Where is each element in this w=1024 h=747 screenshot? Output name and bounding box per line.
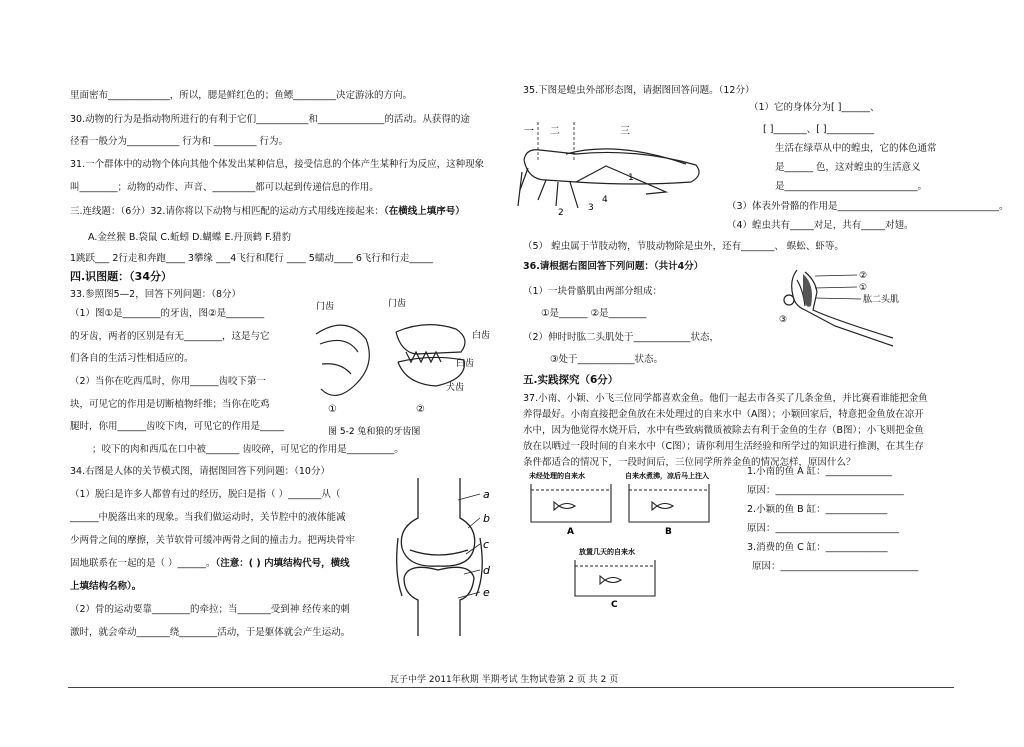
fig-label-molar2: 臼齿 (456, 359, 475, 369)
q29-line: 里面密布_____________，所以，腮是鲜红色的；鱼鳔_________决定游泳的方向。 (70, 90, 413, 101)
q35-line5: 是____________________________。 (775, 181, 928, 192)
q33-line4: （2）当你在吃西瓜时，你用______齿咬下第一 (70, 376, 267, 387)
num-4: 4 (602, 195, 608, 205)
seg-3: 三 (620, 126, 630, 137)
fig-num-2: ② (416, 404, 425, 415)
joint-label-a: a (483, 488, 490, 501)
q31-line2: 叫________；动物的动作、声音、_________都可以起到传递信息的作用。 (70, 182, 379, 193)
q35-line4: 是______ 色，这对蝗虫的生活意义 (775, 162, 921, 173)
q32-moves: 1跳跃___ 2行走和奔跑____ 3攀缘 ___4飞行和爬行 ____ 5蠕动____ 6飞行和行走_____ (70, 253, 434, 264)
fish-tanks-figure (525, 468, 725, 608)
q36-line2: ①是______ ②是________ (541, 308, 647, 319)
q31-line1: 31.一个群体中的动物个体向其他个体发出某种信息，接受信息的个体产生某种行为反应，这种现象 (70, 159, 485, 170)
q32-animals: A.金丝猴 B.袋鼠 C.蚯蚓 D.蝴蝶 E.丹顶鹤 F.猎豹 (88, 232, 291, 243)
section4-title: 四.识图题：（34分） (70, 270, 172, 283)
num-1: 1 (628, 173, 634, 183)
q33-line2: 的牙齿，两者的区别是有无________，这是与它 (70, 331, 270, 342)
q35-line7: （4）蝗虫共有_____对足，共有_____对翅。 (727, 220, 914, 231)
answer-1: 1.小南的鱼 A 缸：______________ (747, 466, 893, 477)
q35-title: 35.下图是蝗虫外部形态图，请据图回答问题。（12分） (523, 85, 755, 96)
tank-b-label: 自来水煮沸，凉后马上注入 (625, 472, 709, 480)
q37-line2: 养得最好。小南直接把金鱼放在未处理过的自来水中（A图）；小颖回家后，特意把金鱼放在凉开 (523, 409, 924, 420)
arm-num-3: ③ (779, 315, 788, 325)
q34-line4: 固地联系在一起的是（ ）______。（注意：( ) 内填结构代号，横线 (70, 558, 350, 569)
page-footer: 瓦子中学 2011年秋期 半期考试 生物试卷第 2 页 共 2 页 (390, 675, 619, 685)
q33-title: 33.参照图5—2，回答下列问题：（8分） (70, 289, 241, 300)
joint-label-d: d (483, 564, 490, 577)
q34-line3: 少两骨之间的摩擦，关节软骨可缓冲两骨之间的撞击力。把两块骨牢 (70, 535, 356, 546)
answer-3-reason: 原因：_____________________________ (752, 561, 919, 572)
section5-title: 五.实践探究（6分） (523, 374, 619, 386)
q32-title: 三.连线题：（6分）32.请你将以下动物与相匹配的运动方式用线连接起来：（在横线上填序号） (70, 206, 465, 217)
answer-2-reason: 原因：__________________________ (747, 523, 900, 534)
q30-line2: 径看一般分为___________ 行为和 _________ 行为。 (70, 136, 289, 147)
q36-line4: ③处于____________状态。 (550, 354, 664, 365)
q35-line3: 生活在绿草从中的蝗虫，它的体色通常 (775, 143, 937, 154)
q34-line7: 激时，就会牵动_______绕________活动，于是躯体就会产生运动。 (70, 627, 351, 638)
q36-line1: （1）一块骨骼肌由两部分组成： (523, 286, 663, 297)
tank-letter-a: A (567, 527, 574, 537)
q35-line2: [ ]_______、[ ]__________ (763, 124, 875, 135)
arm-num-2: ② (859, 271, 868, 281)
q34-title: 34.右图是人体的关节模式图，请据图回答下列问题：（10分） (70, 466, 330, 477)
q33-line5: 块，可见它的作用是切断植物纤维；当你在吃鸡 (70, 399, 270, 410)
q35-line1: （1）它的身体分为[ ]______、 (749, 102, 880, 113)
grasshopper-figure (516, 120, 716, 220)
q34-line6: （2）骨的运动要靠________的牵拉；当_______受到神 经传来的刺 (70, 604, 350, 615)
footer-rule (68, 687, 954, 688)
fig-label-incisor2: 门齿 (388, 299, 407, 309)
fig-label-canine: 犬齿 (446, 383, 465, 393)
q37-line4: 放在以晒过一段时间的自来水中（C图）；请你利用生活经验和所学过的知识进行推测，在其生存 (523, 441, 924, 452)
arm-num-1: ① (859, 283, 868, 293)
q37-line3: 水中，因为他觉得水烧开后，水中有些致病微质被除去有利于金鱼的生存（B图）；小飞则把金鱼 (523, 425, 924, 436)
num-2: 2 (558, 208, 564, 218)
tank-letter-c: C (611, 600, 618, 608)
fig-label-incisor1: 门齿 (316, 302, 335, 312)
q36-line3: （2）伸时时肱二头肌处于____________状态， (523, 332, 720, 343)
q33-line7: ；咬下的肉和西瓜在口中被_______ 齿咬碎，可见它的作用是__________。 (92, 444, 404, 455)
fig-num-1: ① (328, 404, 337, 415)
seg-1: 一 (524, 126, 534, 137)
joint-figure (388, 478, 500, 636)
arm-label-biceps: 肱二头肌 (863, 295, 900, 305)
q35-line8: （5） 蝗虫属于节肢动物，节肢动物除是虫外，还有_______、 蜈蚣、虾等。 (523, 241, 844, 252)
q34-line1: （1）脱臼是许多人都曾有过的经历，脱臼是指（ ）_______从（ (70, 489, 341, 500)
q34-line2: ______中脱落出来的现象。当我们做运动时，关节腔中的液体能减 (70, 512, 346, 523)
tank-c-label: 放置几天的自来水 (579, 548, 635, 556)
fig-label-molar1: 白齿 (472, 331, 491, 341)
q33-line3: 们各自的生活习性相适应的。 (70, 353, 194, 364)
q33-line6: 腿时，你用______齿咬下肉，可见它的作用是_____ (70, 421, 284, 432)
num-3: 3 (588, 203, 594, 213)
seg-2: 二 (550, 126, 560, 137)
q33-line1: （1）图①是________的牙齿，图②是________ (70, 308, 265, 319)
tank-a-label: 未经处理的自来水 (529, 472, 585, 480)
q35-line6: （3）体表外骨骼的作用是__________________________________。 (727, 201, 1009, 212)
q34-line5: 上填结构名称）。 (70, 581, 142, 592)
answer-2: 2.小颖的鱼 B 缸：_____________ (747, 504, 888, 515)
joint-label-c: c (483, 538, 490, 551)
answer-3: 3.消费的鱼 C 缸：_____________ (747, 542, 888, 553)
joint-label-e: e (483, 586, 490, 599)
tank-letter-b: B (665, 527, 672, 537)
answer-1-reason: 原因：___________________________ (747, 485, 904, 496)
teeth-caption: 图 5-2 兔和狼的牙齿图 (328, 427, 421, 437)
q30-line1: 30.动物的行为是指动物所进行的有利于它们___________和______________的活动。从获得的途 (70, 114, 470, 125)
teeth-figure (306, 294, 506, 440)
q37-line5: 条件都适合的情况下，一段时间后，三位同学所养金鱼的情况怎样，原因什么？ (523, 457, 856, 468)
q36-title: 36.请根据右图回答下列问题：（共计4分） (523, 261, 704, 272)
q37-line1: 37.小南、小颖、小飞三位同学都喜欢金鱼。他们一起去市各买了几条金鱼，并比赛看谁能把金鱼 (523, 393, 928, 404)
joint-label-b: b (483, 512, 490, 525)
arm-muscle-figure (775, 266, 905, 350)
